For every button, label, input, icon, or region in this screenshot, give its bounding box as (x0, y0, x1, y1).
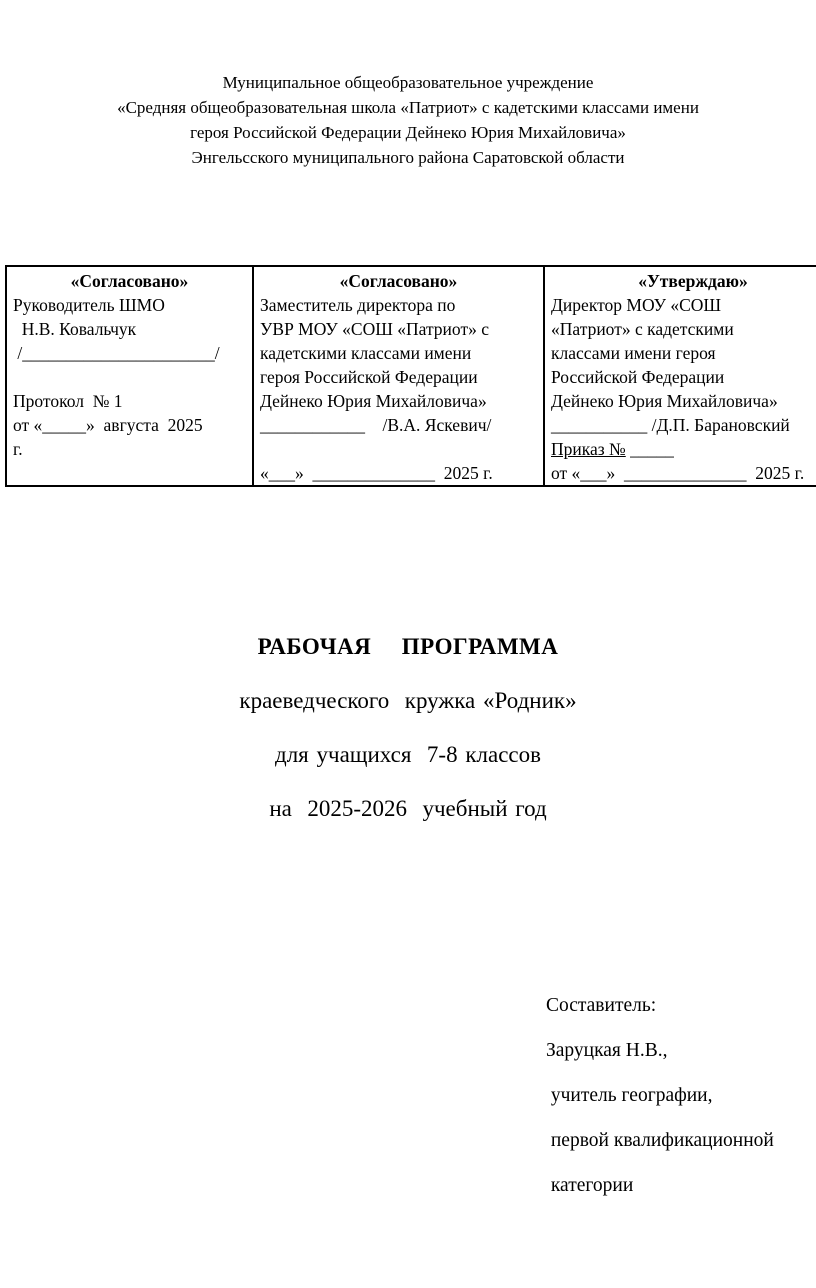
author-label: Составитель: (546, 995, 657, 1016)
cell-line: Руководитель ШМО (13, 295, 165, 315)
program-title: РАБОЧАЯ ПРОГРАММА (257, 634, 559, 659)
cell-line: кадетскими классами имени (260, 343, 472, 363)
author-position: учитель географии, (546, 1085, 713, 1106)
cell-line: Российской Федерации (551, 367, 725, 387)
school-name-header (0, 70, 816, 170)
signature-blank-line: ___________ /Д.П. Барановский (551, 415, 790, 435)
protocol-number-line: Протокол № 1 (13, 391, 123, 411)
cell-line: Дейнеко Юрия Михайловича» (551, 391, 778, 411)
order-number-line (551, 437, 816, 461)
author-block (546, 983, 774, 1208)
cell-line: «Патриот» с кадетскими (551, 319, 734, 339)
cell-line: Дейнеко Юрия Михайловича» (260, 391, 487, 411)
cell-line: классами имени героя (551, 343, 716, 363)
cell-line-empty (260, 437, 537, 461)
header-line-2: «Средняя общеобразовательная школа «Патриот» с кадетскими классами имени (117, 98, 699, 117)
header-line-4: Энгельсского муниципального района Саратовской области (191, 148, 625, 167)
cell-line: Директор МОУ «СОШ (551, 295, 722, 315)
cell-line: Заместитель директора по (260, 295, 456, 315)
cell-title-approved: «Утверждаю» (638, 271, 748, 291)
author-category-1: первой квалификационной (546, 1130, 774, 1151)
cell-title-agreed-2: «Согласовано» (339, 271, 458, 291)
program-subtitle-grades: для учащихся 7-8 классов (275, 742, 541, 767)
date-blank-line: «___» ______________ 2025 г. (260, 463, 493, 483)
author-name: Заруцкая Н.В., (546, 1040, 668, 1061)
protocol-date-line: от «_____» августа 2025 (13, 415, 203, 435)
cell-line: УВР МОУ «СОШ «Патриот» с (260, 319, 489, 339)
author-category-2: категории (546, 1175, 634, 1196)
protocol-date-wrap: г. (13, 439, 23, 459)
program-subtitle-club: краеведческого кружка «Родник» (239, 688, 577, 713)
order-date-line: от «___» ______________ 2025 г. (551, 463, 805, 483)
approval-cell-agreed-deputy (254, 267, 545, 485)
cell-line-empty (13, 365, 246, 389)
signature-blank-line: ____________ /В.А. Яскевич/ (260, 415, 492, 435)
header-line-3: героя Российской Федерации Дейнеко Юрия Михайловича» (190, 123, 626, 142)
cell-line: героя Российской Федерации (260, 367, 478, 387)
program-subtitle-year: на 2025-2026 учебный год (269, 796, 547, 821)
approval-cell-agreed-shmo (7, 267, 254, 485)
approval-table (5, 265, 816, 487)
approval-cell-approved-director (545, 267, 816, 485)
order-blank: _____ (625, 439, 674, 459)
program-title-block (0, 630, 816, 846)
cell-line: Н.В. Ковальчук (13, 319, 137, 339)
header-line-1: Муниципальное общеобразовательное учреждение (222, 73, 594, 92)
signature-blank-line: /______________________/ (13, 343, 220, 363)
order-label-underlined: Приказ № (551, 439, 626, 459)
cell-title-agreed-1: «Согласовано» (70, 271, 189, 291)
